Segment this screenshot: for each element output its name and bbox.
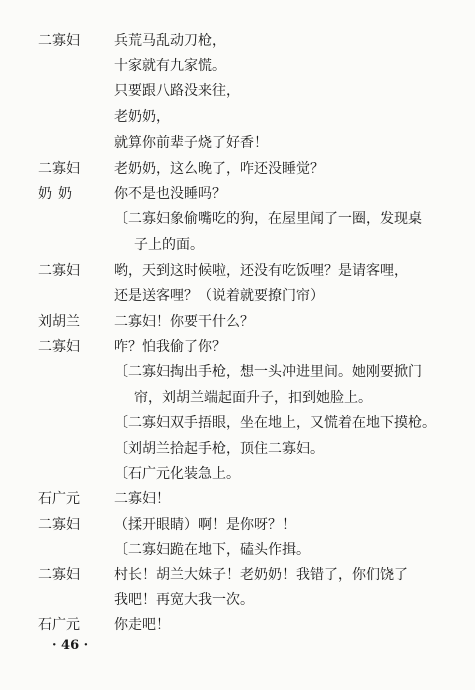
speaker-1: 二寡妇 [38,33,80,49]
text-line-20: （揉开眼睛）啊！是你呀？！ [114,517,296,533]
text-line-3: 只要跟八路没来往， [114,83,240,99]
stage-direction-3: 〔二寡妇双手捂眼，坐在地上，又慌着在地下摸枪。 [114,415,436,431]
text-line-10: 哟，天到这时候啦，还没有吃饭哩？是请客哩， [114,263,408,279]
stage-direction-2-cont: 帘，刘胡兰端起面升子，扣到她脸上。 [134,390,372,406]
text-line-6: 老奶奶，这么晚了，咋还没睡觉？ [114,161,324,177]
speaker-19: 石广元 [38,491,80,507]
stage-direction-4: 〔刘胡兰拾起手枪，顶住二寡妇。 [114,441,324,457]
text-line-19: 二寡妇！ [114,491,170,507]
stage-direction-1: 〔二寡妇象偷嘴吃的狗，在屋里闻了一圈，发现桌 [114,211,422,227]
speaker-10: 二寡妇 [38,263,80,279]
speaker-12: 刘胡兰 [38,314,80,330]
text-line-23: 我吧！再宽大我一次。 [114,592,254,608]
speaker-22: 二寡妇 [38,567,80,583]
speaker-20: 二寡妇 [38,517,80,533]
stage-direction-5: 〔石广元化装急上。 [114,466,240,482]
stage-direction-2: 〔二寡妇掏出手枪，想一头冲进里间。她刚要掀门 [114,364,422,380]
text-line-24: 你走吧！ [114,617,170,633]
text-line-12: 二寡妇！你要干什么？ [114,314,254,330]
speaker-13: 二寡妇 [38,339,80,355]
text-line-7: 你不是也没睡吗？ [114,186,226,202]
speaker-7: 奶奶 [38,186,78,202]
text-line-13: 咋？怕我偷了你？ [114,339,226,355]
stage-direction-1-cont: 子上的面。 [134,237,204,253]
text-line-1: 兵荒马乱动刀枪， [114,33,226,49]
page-number: · 46 · [52,638,89,653]
speaker-24: 石广元 [38,617,80,633]
text-line-22: 村长！胡兰大妹子！老奶奶！我错了，你们饶了 [114,567,408,583]
stage-direction-6: 〔二寡妇跪在地下，磕头作揖。 [114,542,310,558]
text-line-2: 十家就有九家慌。 [114,58,226,74]
text-line-4: 老奶奶， [114,109,170,125]
text-line-11: 还是送客哩？（说着就要撩门帘） [114,288,324,304]
speaker-6: 二寡妇 [38,161,80,177]
text-line-5: 就算你前辈子烧了好香！ [114,135,268,151]
